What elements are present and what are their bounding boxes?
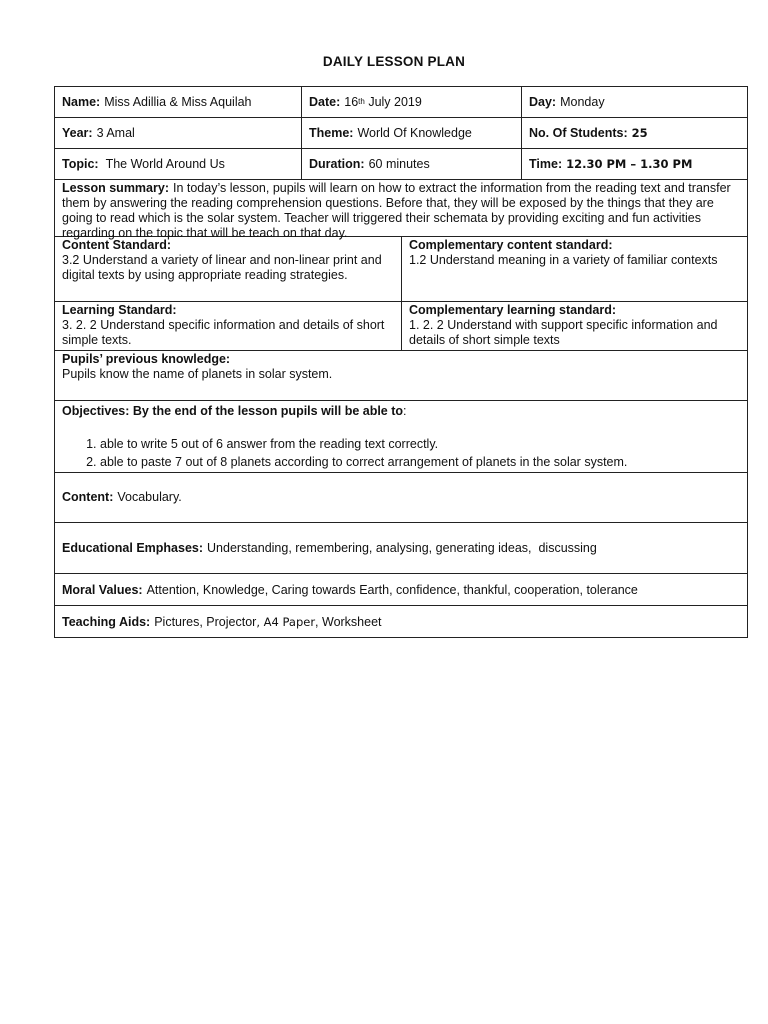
teaching-aids-value-1: Pictures, Projector bbox=[154, 614, 257, 629]
content-standard-cell bbox=[55, 237, 401, 301]
content-standard-text: 3.2 Understand a variety of linear and non-linear print and digital texts by using appropriate reading strategies. bbox=[62, 253, 382, 282]
duration-label: Duration: bbox=[309, 156, 365, 171]
lesson-summary-text: In today’s lesson, pupils will learn on how to extract the information from the reading text and transfer them by answering the reading comprehension questions. Before that, they will be exposed by the things that they are going to read which is the solar system. Teacher will triggered their schemata by providing exciting and fun activities regarding on the topic that will be teach on that day. bbox=[62, 181, 731, 240]
teaching-aids-value-2: , A4 Paper bbox=[256, 614, 316, 629]
date-label: Date: bbox=[309, 94, 341, 109]
topic-value: The World Around Us bbox=[105, 156, 225, 171]
complementary-content-standard-label: Complementary content standard: bbox=[409, 238, 613, 252]
theme-value: World Of Knowledge bbox=[357, 125, 472, 140]
complementary-learning-standard-label: Complementary learning standard: bbox=[409, 303, 616, 317]
educational-emphases-cell bbox=[55, 523, 747, 573]
previous-knowledge-cell bbox=[55, 351, 747, 400]
students-cell bbox=[521, 118, 747, 148]
time-cell bbox=[521, 149, 747, 179]
content-standard-label: Content Standard: bbox=[62, 238, 172, 252]
previous-knowledge-label: Pupils’ previous knowledge: bbox=[62, 352, 231, 366]
date-cell: Date: 16 th July 2019 bbox=[301, 87, 521, 117]
table-row-name-date-day bbox=[55, 87, 747, 118]
complementary-learning-standard-cell bbox=[401, 302, 747, 350]
content-value: Vocabulary. bbox=[117, 489, 182, 504]
table-row-content-standards bbox=[55, 237, 747, 302]
year-label: Year: bbox=[62, 125, 93, 140]
table-row-previous-knowledge bbox=[55, 351, 747, 401]
objective-item-1: 1. able to write 5 out of 6 answer from the reading text correctly. bbox=[100, 437, 740, 452]
table-row-moral-values bbox=[55, 574, 747, 606]
topic-cell bbox=[55, 149, 301, 179]
lesson-summary-cell bbox=[55, 180, 747, 240]
table-row-objectives bbox=[55, 401, 747, 473]
complementary-content-standard-text: 1.2 Understand meaning in a variety of familiar contexts bbox=[409, 253, 718, 267]
moral-values-label: Moral Values: bbox=[62, 582, 143, 597]
table-row-learning-standards bbox=[55, 302, 747, 351]
complementary-learning-standard-text: 1. 2. 2 Understand with support specific information and details of short simple texts bbox=[409, 318, 718, 347]
table-row-teaching-aids bbox=[55, 606, 747, 637]
time-value: 12.30 PM – 1.30 PM bbox=[566, 156, 693, 171]
document-title: DAILY LESSON PLAN bbox=[322, 54, 466, 69]
theme-cell bbox=[301, 118, 521, 148]
educational-emphases-label: Educational Emphases: bbox=[62, 541, 204, 555]
students-label: No. Of Students: bbox=[529, 125, 628, 140]
learning-standard-text: 3. 2. 2 Understand specific information and details of short simple texts. bbox=[62, 318, 385, 347]
students-value: 25 bbox=[631, 125, 648, 140]
day-label: Day: bbox=[529, 94, 557, 109]
teaching-aids-label: Teaching Aids: bbox=[62, 614, 151, 629]
objectives-label: Objectives: By the end of the lesson pupils will be able to bbox=[62, 404, 404, 418]
learning-standard-label: Learning Standard: bbox=[62, 303, 177, 317]
table-row-topic-duration-time bbox=[55, 149, 747, 180]
content-label: Content: bbox=[62, 489, 114, 504]
moral-values-cell bbox=[55, 574, 747, 605]
previous-knowledge-text: Pupils know the name of planets in solar system. bbox=[62, 367, 333, 381]
name-cell bbox=[55, 87, 301, 117]
name-value: Miss Adillia & Miss Aquilah bbox=[104, 94, 252, 109]
teaching-aids-value-3: , Worksheet bbox=[315, 614, 382, 629]
year-value: 3 Amal bbox=[96, 125, 135, 140]
complementary-content-standard-cell bbox=[401, 237, 747, 301]
topic-label: Topic: bbox=[62, 156, 99, 171]
lesson-plan-table bbox=[54, 86, 748, 638]
time-label: Time: bbox=[529, 156, 563, 171]
table-row-educational-emphases bbox=[55, 523, 747, 574]
table-row-year-theme-students bbox=[55, 118, 747, 149]
lesson-summary-label: Lesson summary: bbox=[62, 181, 169, 195]
objective-item-2: 2. able to paste 7 out of 8 planets according to correct arrangement of planets in the solar system. bbox=[100, 455, 740, 470]
name-label: Name: bbox=[62, 94, 101, 109]
duration-cell bbox=[301, 149, 521, 179]
date-day-number: 16 bbox=[344, 94, 359, 109]
content-cell bbox=[55, 473, 747, 522]
objectives-colon: : bbox=[403, 404, 407, 418]
educational-emphases-value: Understanding, remembering, analysing, generating ideas, discussing bbox=[207, 541, 597, 555]
duration-value: 60 minutes bbox=[368, 156, 430, 171]
theme-label: Theme: bbox=[309, 125, 354, 140]
objectives-list bbox=[62, 437, 740, 470]
learning-standard-cell bbox=[55, 302, 401, 350]
teaching-aids-cell bbox=[55, 606, 747, 637]
year-cell bbox=[55, 118, 301, 148]
objectives-cell bbox=[55, 401, 747, 472]
table-row-content bbox=[55, 473, 747, 523]
moral-values-value: Attention, Knowledge, Caring towards Earth, confidence, thankful, cooperation, tolerance bbox=[146, 582, 638, 597]
date-month-year: July 2019 bbox=[364, 94, 422, 109]
day-cell bbox=[521, 87, 747, 117]
day-value: Monday bbox=[560, 94, 605, 109]
table-row-lesson-summary bbox=[55, 180, 747, 240]
